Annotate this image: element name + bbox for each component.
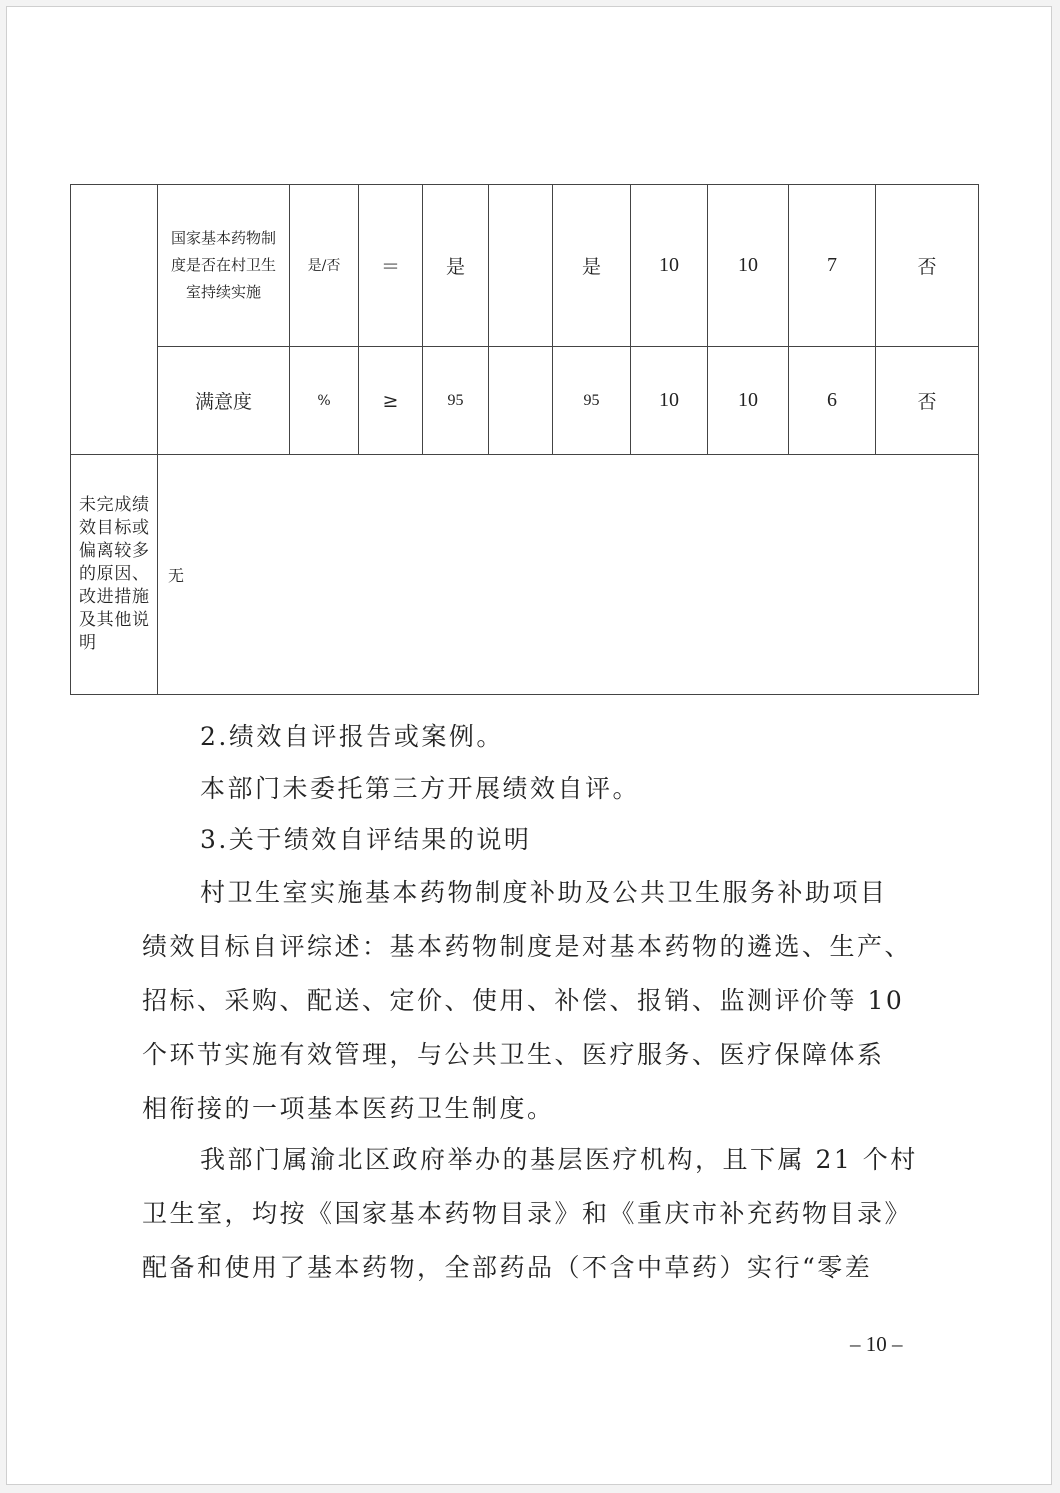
text-line: 卫生室，均按《国家基本药物目录》和《重庆市补充药物目录》: [142, 1199, 913, 1228]
performance-table: [70, 184, 979, 695]
text-line: 绩效目标自评综述：基本药物制度是对基本药物的遴选、生产、: [142, 932, 913, 961]
page-number: – 10 –: [850, 1332, 903, 1356]
unit-cell: 是/否: [290, 185, 359, 347]
indicator-name: 国家基本药物制度是否在村卫生室持续实施: [158, 185, 290, 347]
actual-cell: 95: [553, 347, 631, 455]
unit-cell: %: [290, 347, 359, 455]
actual-cell: 是: [553, 185, 631, 347]
paragraph-summary: [142, 866, 914, 1136]
section-heading-2: 2.绩效自评报告或案例。: [200, 722, 504, 751]
text-line: 个环节实施有效管理，与公共卫生、医疗服务、医疗保障体系: [142, 1040, 885, 1069]
reason-value: 无: [158, 455, 979, 695]
paragraph-department: [142, 1133, 918, 1295]
adjusted-cell: [489, 185, 553, 347]
table-row: [71, 185, 979, 347]
text-line: 相衔接的一项基本医药卫生制度。: [142, 1094, 555, 1123]
operator-cell: ≥: [359, 347, 423, 455]
score-cell: 7: [789, 185, 876, 347]
adjusted-cell: [489, 347, 553, 455]
text-line: 招标、采购、配送、定价、使用、补偿、报销、监测评价等 10: [142, 986, 905, 1015]
weight-cell: 10: [631, 347, 708, 455]
deviation-cell: 否: [876, 185, 979, 347]
score-cell: 6: [789, 347, 876, 455]
target-cell: 95: [423, 347, 489, 455]
deviation-cell: 否: [876, 347, 979, 455]
text-line: 配备和使用了基本药物，全部药品（不含中草药）实行“零差: [142, 1253, 873, 1282]
section-heading-3: 3.关于绩效自评结果的说明: [200, 825, 532, 854]
table-row: [71, 347, 979, 455]
target-cell: 是: [423, 185, 489, 347]
operator-cell: ＝: [359, 185, 423, 347]
self-score-cell: 10: [708, 347, 789, 455]
table-row: [71, 455, 979, 695]
text-line: 村卫生室实施基本药物制度补助及公共卫生服务补助项目: [200, 878, 888, 907]
text-line: 我部门属渝北区政府举办的基层医疗机构，且下属 21 个村: [200, 1145, 918, 1174]
blank-cell: [71, 185, 158, 455]
indicator-name: 满意度: [158, 347, 290, 455]
paragraph-no-third-party: 本部门未委托第三方开展绩效自评。: [200, 774, 641, 803]
self-score-cell: 10: [708, 185, 789, 347]
reason-label: 未完成绩效目标或偏离较多的原因、改进措施及其他说明: [71, 455, 158, 695]
weight-cell: 10: [631, 185, 708, 347]
